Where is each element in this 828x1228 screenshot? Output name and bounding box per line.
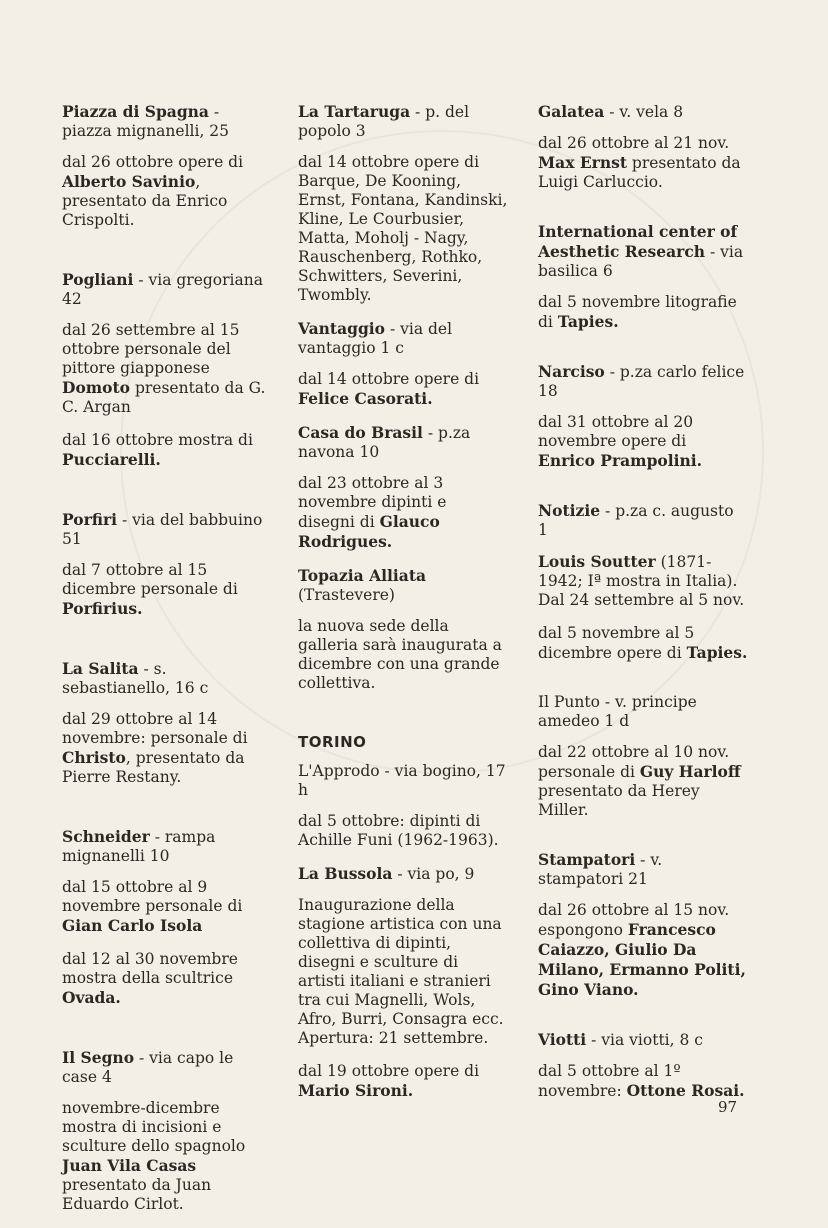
description-text: presentato da G. C. Argan bbox=[62, 379, 266, 416]
exhibition-description bbox=[298, 370, 508, 409]
artist-name: Mario Sironi. bbox=[298, 1081, 414, 1100]
gallery-listing bbox=[538, 501, 748, 663]
gallery-heading bbox=[62, 102, 272, 141]
gallery-heading bbox=[62, 659, 272, 698]
gallery-name: Stampatori bbox=[538, 850, 636, 869]
gallery-heading bbox=[298, 762, 508, 800]
exhibition-description bbox=[62, 1099, 272, 1214]
artist-name: Domoto bbox=[62, 378, 131, 397]
gallery-address: - via gregoriana 42 bbox=[62, 271, 263, 308]
artist-name: Max Ernst bbox=[538, 153, 627, 172]
description-text: dal 5 novembre litografie di bbox=[538, 293, 737, 331]
gallery-heading bbox=[538, 693, 748, 731]
artist-name: Enrico Prampolini. bbox=[538, 451, 703, 470]
gallery-address: - via del babbuino 51 bbox=[62, 511, 263, 548]
gallery-name: Schneider bbox=[62, 827, 150, 846]
description-text: dal 23 ottobre al 3 novembre dipinti e disegni di bbox=[298, 474, 447, 531]
gallery-listing bbox=[62, 1048, 272, 1214]
gallery-heading bbox=[62, 510, 272, 549]
description-text: dal 26 ottobre al 21 nov. bbox=[538, 134, 730, 152]
artist-name: Christo bbox=[62, 748, 126, 767]
description-text: , presentato da Pierre Restany. bbox=[62, 749, 245, 786]
gallery-listing bbox=[538, 222, 748, 332]
gallery-listing bbox=[298, 566, 508, 693]
artist-name: Porfirius. bbox=[62, 599, 143, 618]
gallery-address: - v. stampatori 21 bbox=[538, 851, 663, 888]
gallery-address: - p. del popolo 3 bbox=[298, 103, 470, 140]
gallery-listing bbox=[538, 362, 748, 471]
exhibition-description bbox=[538, 134, 748, 192]
gallery-name: La Salita bbox=[62, 659, 139, 678]
artist-name: Francesco Caiazzo, Giulio Da Milano, Ermanno Politi, Gino Viano. bbox=[538, 920, 746, 999]
description-text: dal 31 ottobre al 20 novembre opere di bbox=[538, 413, 694, 450]
exhibition-description bbox=[62, 561, 272, 619]
gallery-heading bbox=[538, 1030, 748, 1050]
gallery-listing bbox=[298, 319, 508, 409]
description-text: dal 22 ottobre al 10 nov. personale di bbox=[538, 743, 730, 781]
artist-name: Felice Casorati. bbox=[298, 389, 433, 408]
gallery-address: - v. principe amedeo 1 d bbox=[538, 693, 697, 730]
gallery-heading bbox=[62, 270, 272, 309]
gallery-heading bbox=[538, 102, 748, 122]
gallery-address: - rampa mignanelli 10 bbox=[62, 828, 216, 865]
gallery-listing bbox=[538, 102, 748, 192]
gallery-name: Notizie bbox=[538, 501, 601, 520]
gallery-heading bbox=[62, 827, 272, 866]
gallery-listing bbox=[538, 850, 748, 1000]
gallery-name: Il Punto bbox=[538, 693, 600, 711]
exhibition-description bbox=[298, 896, 508, 1048]
description-text: dal 7 ottobre al 15 dicembre personale di bbox=[62, 561, 238, 598]
description-text: dal 26 settembre al 15 ottobre personale del pittore giapponese bbox=[62, 321, 240, 377]
gallery-heading bbox=[538, 501, 748, 540]
exhibition-description bbox=[62, 153, 272, 230]
artist-name: Tapies. bbox=[686, 643, 748, 662]
gallery-name: International center of Aesthetic Research bbox=[538, 222, 738, 261]
column-3 bbox=[538, 102, 748, 1115]
artist-name: Tapies. bbox=[557, 312, 619, 331]
gallery-listing bbox=[298, 864, 508, 1101]
description-text: dal 12 al 30 novembre mostra della scultrice bbox=[62, 950, 238, 987]
description-text: dal 19 ottobre opere di bbox=[298, 1062, 480, 1080]
description-text: dal 26 ottobre opere di bbox=[62, 153, 244, 171]
gallery-address: - p.za c. augusto 1 bbox=[538, 502, 734, 539]
description-text: dal 5 ottobre al 1º novembre: bbox=[538, 1062, 681, 1100]
gallery-listing bbox=[538, 1030, 748, 1101]
description-text: , presentato da Enrico Crispolti. bbox=[62, 173, 228, 229]
exhibition-description bbox=[538, 413, 748, 471]
gallery-heading bbox=[298, 423, 508, 462]
gallery-address: - v. vela 8 bbox=[604, 103, 684, 121]
gallery-name: Galatea bbox=[538, 102, 605, 121]
exhibition-description bbox=[538, 1062, 748, 1101]
gallery-address: - p.za navona 10 bbox=[298, 424, 471, 461]
exhibition-description bbox=[298, 474, 508, 552]
gallery-name: Vantaggio bbox=[298, 319, 386, 338]
column-2 bbox=[298, 102, 508, 1115]
gallery-address: - via del vantaggio 1 c bbox=[298, 320, 453, 357]
gallery-heading bbox=[298, 102, 508, 141]
exhibition-description bbox=[538, 293, 748, 332]
gallery-heading bbox=[298, 319, 508, 358]
gallery-listing bbox=[62, 102, 272, 230]
gallery-listing bbox=[538, 693, 748, 820]
artist-name: Pucciarelli. bbox=[62, 450, 161, 469]
gallery-heading bbox=[538, 362, 748, 401]
description-text: la nuova sede della galleria sarà inaugurata a dicembre con una grande collettiva. bbox=[298, 617, 502, 692]
description-text: dal 14 ottobre opere di bbox=[298, 370, 480, 388]
gallery-address: - s. sebastianello, 16 c bbox=[62, 660, 209, 697]
gallery-name: Narciso bbox=[538, 362, 605, 381]
gallery-name: L'Approdo bbox=[298, 762, 380, 780]
artist-name: Juan Vila Casas bbox=[62, 1156, 197, 1175]
description-text: dal 14 ottobre opere di Barque, De Kooning, Ernst, Fontana, Kandinski, Kline, Le Courbusier, Matta, Moholj - Nagy, Rauschenberg, Rothko, Schwitters, Severini, Twombly. bbox=[298, 153, 508, 304]
gallery-address: - piazza mignanelli, 25 bbox=[62, 103, 230, 140]
gallery-name: Viotti bbox=[538, 1030, 587, 1049]
artist-name: Ovada. bbox=[62, 988, 121, 1007]
exhibition-description bbox=[538, 901, 748, 1000]
exhibition-description bbox=[538, 552, 748, 610]
gallery-listing bbox=[298, 762, 508, 850]
description-text: (1871-1942; Iª mostra in Italia). Dal 24 settembre al 5 nov. bbox=[538, 553, 745, 609]
gallery-name: Pogliani bbox=[62, 270, 134, 289]
gallery-listing bbox=[62, 827, 272, 1008]
column-1 bbox=[62, 102, 272, 1228]
exhibition-description bbox=[62, 321, 272, 417]
exhibition-description bbox=[538, 743, 748, 820]
artist-name: Louis Soutter bbox=[538, 552, 656, 571]
exhibition-description bbox=[62, 950, 272, 1008]
gallery-name: La Tartaruga bbox=[298, 102, 411, 121]
gallery-address: - via bogino, 17 h bbox=[298, 762, 506, 799]
artist-name: Gian Carlo Isola bbox=[62, 916, 203, 935]
gallery-address: - via po, 9 bbox=[392, 865, 475, 883]
gallery-listing bbox=[62, 659, 272, 787]
gallery-listing bbox=[298, 423, 508, 552]
exhibition-description bbox=[62, 710, 272, 787]
description-text: dal 5 ottobre: dipinti di Achille Funi (1962-1963). bbox=[298, 812, 499, 849]
gallery-address: - via basilica 6 bbox=[538, 243, 744, 280]
gallery-heading bbox=[538, 222, 748, 281]
city-heading bbox=[298, 733, 508, 752]
gallery-name: Topazia Alliata bbox=[298, 566, 427, 585]
gallery-listing bbox=[62, 510, 272, 619]
gallery-address: - via capo le case 4 bbox=[62, 1049, 234, 1086]
description-text: novembre-dicembre mostra di incisioni e sculture dello spagnolo bbox=[62, 1099, 246, 1155]
gallery-heading bbox=[62, 1048, 272, 1087]
gallery-name: Piazza di Spagna bbox=[62, 102, 209, 121]
exhibition-description bbox=[298, 812, 508, 850]
description-text: dal 16 ottobre mostra di bbox=[62, 431, 253, 449]
gallery-heading bbox=[538, 850, 748, 889]
exhibition-description bbox=[298, 1062, 508, 1101]
gallery-name: Casa do Brasil bbox=[298, 423, 423, 442]
exhibition-description bbox=[62, 431, 272, 470]
gallery-heading bbox=[298, 864, 508, 884]
gallery-address: - via viotti, 8 c bbox=[586, 1031, 703, 1049]
artist-name: Guy Harloff bbox=[639, 762, 741, 781]
gallery-name: Il Segno bbox=[62, 1048, 135, 1067]
exhibition-description bbox=[298, 617, 508, 693]
description-text: dal 15 ottobre al 9 novembre personale di bbox=[62, 878, 243, 915]
artist-name: Ottone Rosai. bbox=[626, 1081, 745, 1100]
exhibition-description bbox=[62, 878, 272, 936]
gallery-listing bbox=[298, 102, 508, 305]
gallery-address: (Trastevere) bbox=[298, 586, 395, 604]
description-text: presentato da Herey Miller. bbox=[538, 782, 700, 819]
gallery-name: La Bussola bbox=[298, 864, 393, 883]
gallery-heading bbox=[298, 566, 508, 605]
description-text: Inaugurazione della stagione artistica con una collettiva di dipinti, disegni e sculture di artisti italiani e stranieri tra cui Magnelli, Wols, Afro, Burri, Consagra ecc. Apertura: 21 settembre. bbox=[298, 896, 504, 1047]
gallery-address: - p.za carlo felice 18 bbox=[538, 363, 745, 400]
gallery-listing bbox=[62, 270, 272, 470]
exhibition-description bbox=[538, 624, 748, 663]
exhibition-description bbox=[298, 153, 508, 305]
description-text: dal 5 novembre al 5 dicembre opere di bbox=[538, 624, 695, 662]
city-name: TORINO bbox=[298, 733, 367, 751]
gallery-name: Porfiri bbox=[62, 510, 118, 529]
description-text: dal 29 ottobre al 14 novembre: personale di bbox=[62, 710, 248, 747]
artist-name: Glauco Rodrigues. bbox=[298, 512, 440, 551]
artist-name: Alberto Savinio bbox=[62, 172, 196, 191]
description-text: presentato da Juan Eduardo Cirlot. bbox=[62, 1176, 212, 1213]
description-text: presentato da Luigi Carluccio. bbox=[538, 154, 741, 191]
page-number: 97 bbox=[718, 1098, 738, 1116]
description-text: dal 26 ottobre al 15 nov. espongono bbox=[538, 901, 730, 939]
